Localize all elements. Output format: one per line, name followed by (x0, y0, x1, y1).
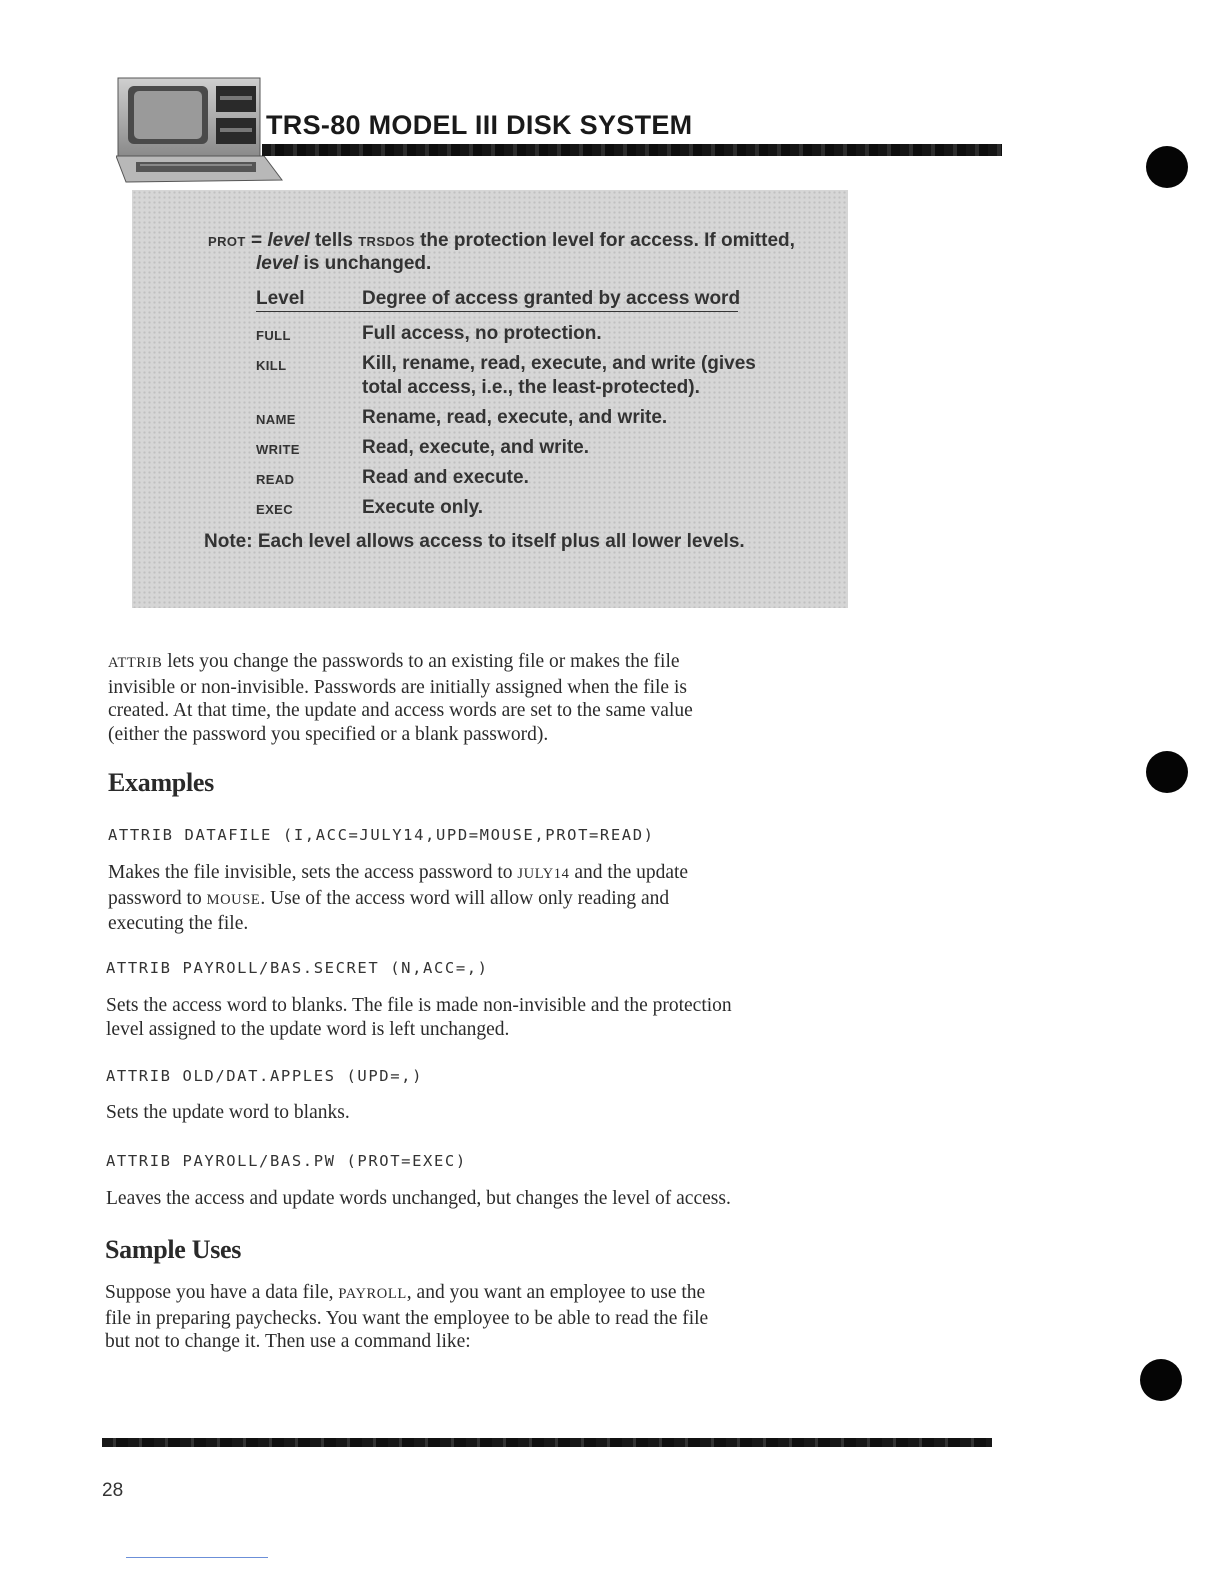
example-4-description: Leaves the access and update words unchanged, but changes the level of access. (106, 1188, 731, 1209)
punch-hole-top (1146, 146, 1188, 188)
column-header-degree: Degree of access granted by access word (362, 288, 741, 309)
trsdos-keyword: TRSDOS (358, 234, 415, 249)
example-2-description: Sets the access word to blanks. The file is made non-invisible and the protection level assigned to the update word is left unchanged. (106, 995, 732, 1040)
example-3-code: ATTRIB OLD/DAT.APPLES (UPD=,) (106, 1067, 424, 1085)
example-3-description: Sets the update word to blanks. (106, 1102, 350, 1123)
level-desc-exec: Execute only. (362, 497, 484, 518)
level-desc-kill-1: Kill, rename, read, execute, and write (gives (362, 353, 756, 374)
header-title: TRS-80 MODEL III DISK SYSTEM (266, 110, 693, 140)
level-name-write: WRITE (256, 442, 300, 457)
example-1-code: ATTRIB DATAFILE (I,ACC=JULY14,UPD=MOUSE,PROT=READ) (108, 826, 655, 844)
level-desc-write: Read, execute, and write. (362, 437, 590, 458)
example-1-description: Makes the file invisible, sets the access password to JULY14 and the update password to MOUSE. Use of the access word will allow only reading and executing the file. (108, 862, 689, 934)
punch-hole-middle (1146, 751, 1188, 793)
prot-intro-line: PROT = level tells TRSDOS the protection level for access. If omitted, (208, 230, 795, 251)
protection-level-box (132, 190, 848, 608)
level-desc-full: Full access, no protection. (362, 323, 602, 344)
level-name-name: NAME (256, 412, 296, 427)
page-number: 28 (102, 1480, 124, 1501)
column-header-level: Level (256, 288, 305, 309)
attrib-keyword: ATTRIB (108, 655, 163, 671)
punch-hole-bottom (1140, 1359, 1182, 1401)
footer-rule (102, 1438, 992, 1447)
examples-heading: Examples (108, 768, 214, 797)
example-2-code: ATTRIB PAYROLL/BAS.SECRET (N,ACC=,) (106, 959, 489, 977)
example-4-code: ATTRIB PAYROLL/BAS.PW (PROT=EXEC) (106, 1152, 467, 1170)
level-name-kill: KILL (256, 358, 287, 373)
header-rule (262, 144, 1002, 156)
level-name-full: FULL (256, 328, 291, 343)
trs80-computer-icon (116, 76, 284, 186)
prot-note: Note: Each level allows access to itself plus all lower levels. (204, 531, 745, 552)
level-desc-read: Read and execute. (362, 467, 529, 488)
level-desc-name: Rename, read, execute, and write. (362, 407, 668, 428)
scan-edge-line (126, 1557, 268, 1558)
attrib-intro-paragraph: ATTRIB lets you change the passwords to an existing file or makes the file invisible or non-invisible. Passwords are initially assigned when the file is created. At that time, the update and access words are set to the same value (either the password you specified or a blank password). (108, 651, 693, 745)
prot-keyword: PROT (208, 234, 246, 249)
sample-uses-heading: Sample Uses (105, 1235, 242, 1264)
level-name-exec: EXEC (256, 502, 294, 517)
table-header-rule (256, 311, 738, 312)
prot-intro-line-2: level is unchanged. (256, 253, 432, 274)
level-name-read: READ (256, 472, 295, 487)
level-desc-kill-2: total access, i.e., the least-protected). (362, 377, 700, 398)
level-param: level (267, 230, 310, 251)
sample-uses-paragraph: Suppose you have a data file, PAYROLL, and you want an employee to use the file in preparing paychecks. You want the employee to be able to read the file but not to change it. Then use a command like: (105, 1282, 709, 1352)
